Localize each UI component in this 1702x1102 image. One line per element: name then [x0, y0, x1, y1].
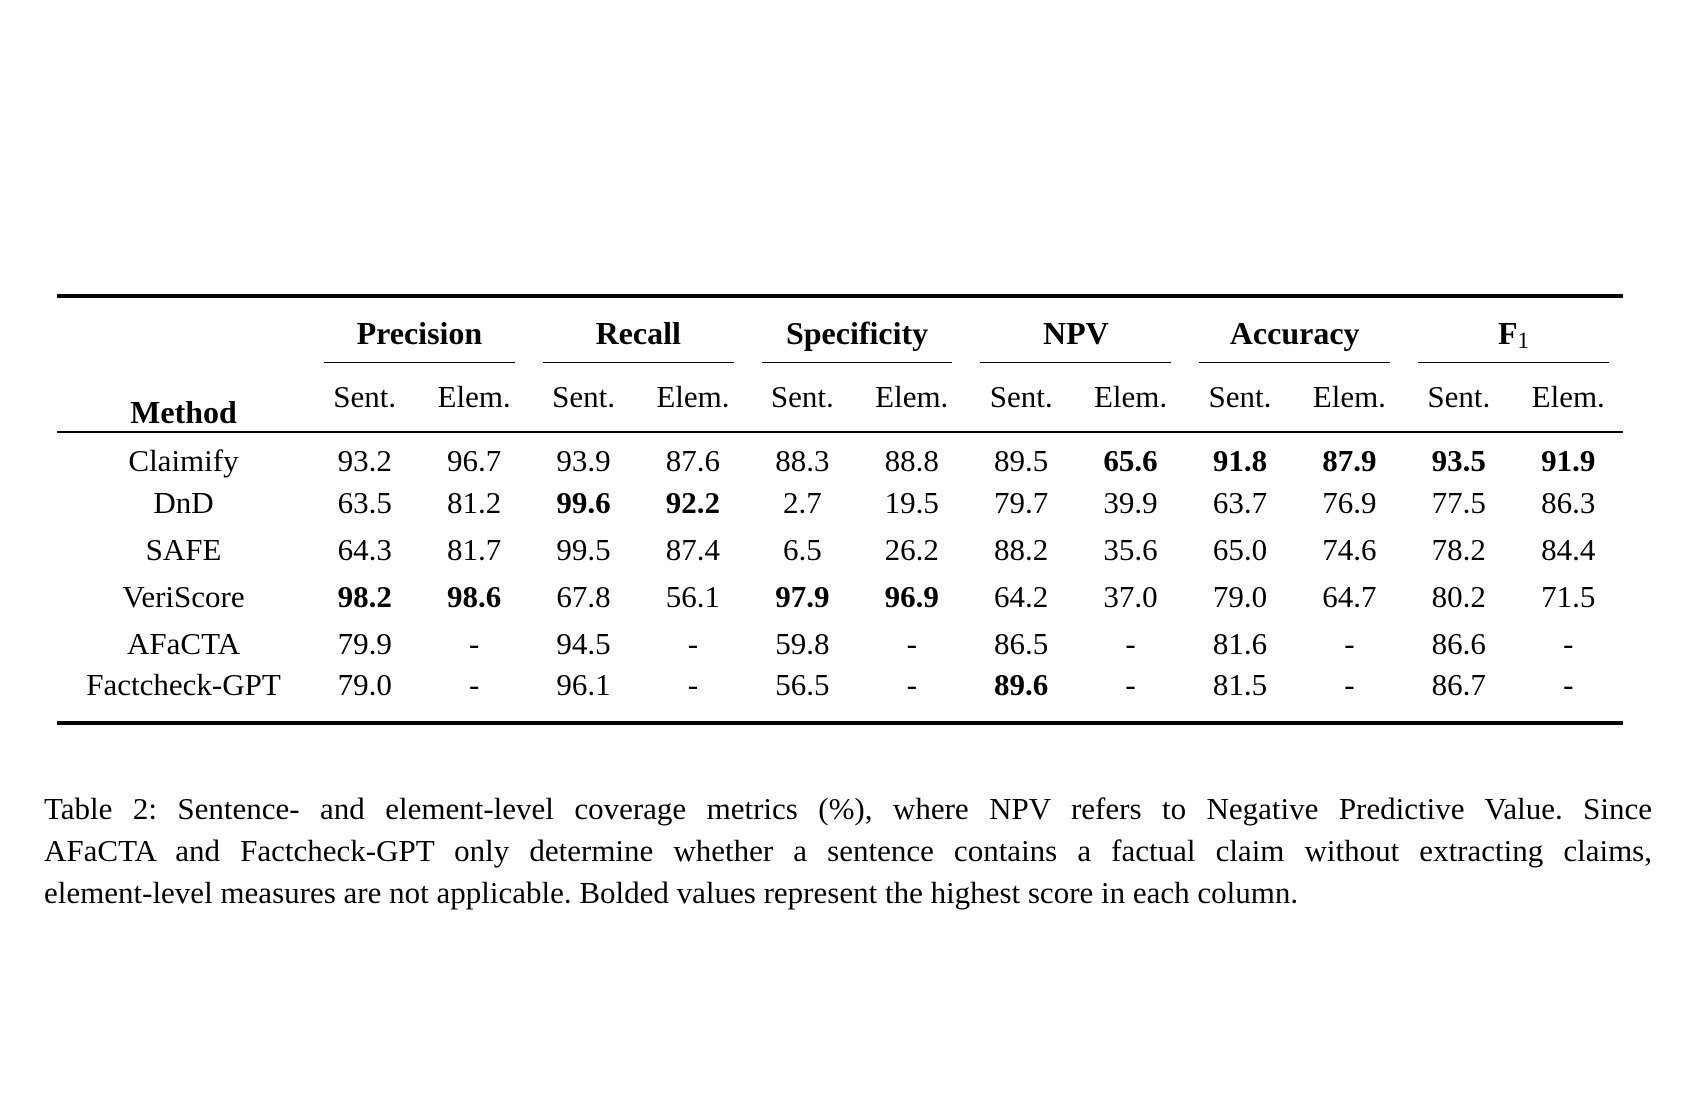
metric-cell: -	[906, 667, 917, 702]
metric-cell: 91.9	[1541, 443, 1596, 478]
metric-cell: 37.0	[1103, 578, 1158, 614]
metric-cell: -	[1125, 625, 1136, 661]
metric-cell: 87.9	[1322, 443, 1377, 478]
metric-cell: -	[687, 667, 699, 702]
group-header-npv	[966, 296, 1185, 363]
metric-cell: -	[468, 625, 480, 661]
metric-cell: 64.3	[337, 531, 392, 567]
metric-cell: 98.2	[337, 578, 392, 614]
subheader-elem: Elem.	[638, 363, 747, 432]
method-veriscore: VeriScore	[122, 578, 245, 614]
metric-cell: 67.8	[556, 578, 611, 614]
subheader-elem: Elem.	[1295, 363, 1404, 432]
metric-cell: 96.1	[556, 667, 611, 702]
method-safe: SAFE	[145, 531, 222, 567]
metric-cell: 39.9	[1103, 484, 1158, 520]
metric-cell: 86.3	[1541, 484, 1596, 520]
group-header-accuracy	[1185, 296, 1404, 363]
metric-cell: 88.3	[775, 443, 830, 478]
metric-cell: -	[687, 625, 699, 661]
metric-cell: 56.1	[665, 578, 721, 614]
metric-cell: 96.9	[884, 578, 939, 614]
group-label: Specificity	[762, 315, 953, 363]
metric-cell: 88.2	[994, 531, 1049, 567]
subheader-sent: Sent.	[529, 363, 638, 432]
method-afacta: AFaCTA	[127, 625, 240, 661]
metric-cell: 88.8	[884, 443, 939, 478]
method-dnd: DnD	[153, 484, 214, 520]
metric-cell: 79.0	[337, 667, 392, 702]
metric-cell: 87.4	[665, 531, 721, 567]
metric-cell: 76.9	[1322, 484, 1377, 520]
metric-cell: -	[1125, 667, 1136, 702]
subheader-sent: Sent.	[966, 363, 1075, 432]
metric-cell: 78.2	[1431, 531, 1486, 567]
metric-cell: 2.7	[782, 484, 822, 520]
group-header-precision	[310, 296, 529, 363]
metric-cell: 81.2	[446, 484, 502, 520]
table-row	[57, 526, 1623, 573]
subheader-elem: Elem.	[419, 363, 528, 432]
subheader-sent: Sent.	[1404, 363, 1513, 432]
subheader-elem: Elem.	[857, 363, 966, 432]
metric-cell: 99.5	[556, 531, 611, 567]
metric-cell: 79.9	[337, 625, 392, 661]
table-row	[57, 573, 1623, 620]
table-row	[57, 432, 1623, 479]
subheader-sent: Sent.	[748, 363, 857, 432]
caption-line: Table 2: Sentence- and element-level coverage metrics (%), where NPV refers to Negative Predictive Value. Since	[44, 791, 1652, 826]
metric-cell: 93.2	[337, 443, 392, 478]
metric-cell: -	[906, 625, 917, 661]
group-label: NPV	[980, 315, 1171, 363]
metric-cell: 87.6	[665, 443, 721, 478]
method-claimify: Claimify	[128, 443, 239, 478]
metric-cell: 77.5	[1431, 484, 1486, 520]
table-row	[57, 667, 1623, 723]
metric-cell: -	[468, 667, 480, 702]
metric-cell: 71.5	[1541, 578, 1596, 614]
method-header: Method	[57, 296, 310, 432]
metric-cell: 56.5	[775, 667, 830, 702]
group-label: Accuracy	[1199, 315, 1390, 363]
metric-cell: 91.8	[1212, 443, 1268, 478]
metric-cell: 63.7	[1212, 484, 1268, 520]
metric-cell: 79.0	[1212, 578, 1268, 614]
table-row	[57, 479, 1623, 526]
metric-cell: 92.2	[665, 484, 721, 520]
metric-cell: 79.7	[994, 484, 1049, 520]
metric-cell: 89.5	[994, 443, 1049, 478]
metric-cell: 64.7	[1322, 578, 1377, 614]
metric-cell: -	[1344, 625, 1355, 661]
group-label: Precision	[324, 315, 515, 363]
group-label: $F_1$	[1418, 315, 1609, 363]
metric-cell: 81.6	[1212, 625, 1268, 661]
table-row	[57, 620, 1623, 667]
metric-cell: 86.5	[994, 625, 1049, 661]
metric-cell: 6.5	[782, 531, 822, 567]
table-caption	[44, 788, 1652, 914]
metric-cell: 93.9	[556, 443, 611, 478]
metric-cell: 94.5	[556, 625, 611, 661]
metric-cell: 86.7	[1431, 667, 1486, 702]
metric-cell: 81.5	[1212, 667, 1268, 702]
metric-cell: 84.4	[1541, 531, 1596, 567]
metric-cell: 80.2	[1431, 578, 1486, 614]
group-header-recall	[529, 296, 748, 363]
metric-cell: 86.6	[1431, 625, 1486, 661]
caption-line: element-level measures are not applicable. Bolded values represent the highest score in each column.	[44, 875, 1299, 910]
caption-line: AFaCTA and Factcheck-GPT only determine whether a sentence contains a factual claim without extracting claims,	[44, 833, 1652, 868]
metric-cell: 19.5	[884, 484, 939, 520]
subheader-elem: Elem.	[1513, 363, 1623, 432]
metric-cell: 93.5	[1431, 443, 1486, 478]
metric-cell: 63.5	[337, 484, 392, 520]
group-header-f	[1404, 296, 1623, 363]
table2-wrap	[57, 294, 1623, 725]
metric-cell: 35.6	[1103, 531, 1158, 567]
metric-cell: 74.6	[1322, 531, 1377, 567]
metric-cell: 99.6	[556, 484, 611, 520]
subheader-sent: Sent.	[1185, 363, 1294, 432]
metric-cell: 96.7	[446, 443, 502, 478]
metric-cell: 81.7	[446, 531, 502, 567]
metric-cell: 26.2	[884, 531, 939, 567]
group-header-row	[57, 296, 1623, 363]
metric-cell: -	[1344, 667, 1355, 702]
metric-cell: -	[1563, 667, 1574, 702]
metric-cell: 89.6	[994, 667, 1049, 702]
metric-cell: 65.0	[1212, 531, 1268, 567]
group-label: Recall	[543, 315, 734, 363]
metric-cell: 97.9	[775, 578, 830, 614]
metric-cell: 65.6	[1103, 443, 1158, 478]
table-body	[57, 432, 1623, 723]
metrics-table	[57, 294, 1623, 725]
metric-cell: -	[1563, 625, 1574, 661]
method-factcheck-gpt: Factcheck-GPT	[86, 667, 281, 702]
metric-cell: 64.2	[994, 578, 1049, 614]
metric-cell: 98.6	[446, 578, 502, 614]
metric-cell: 59.8	[775, 625, 830, 661]
subheader-sent: Sent.	[310, 363, 419, 432]
subheader-elem: Elem.	[1076, 363, 1185, 432]
group-header-specificity	[748, 296, 967, 363]
